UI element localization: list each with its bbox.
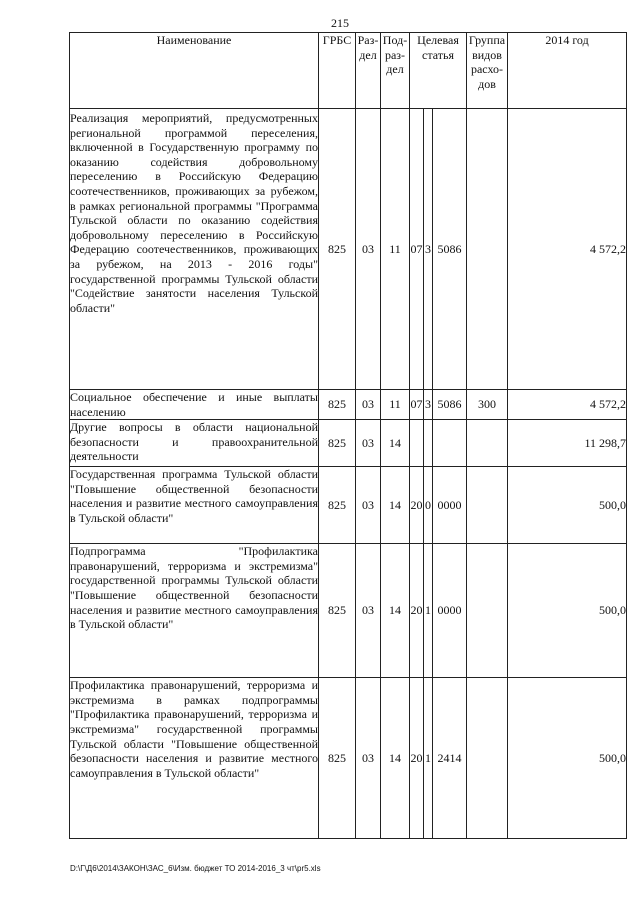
row-cs-program: 20 — [410, 544, 424, 678]
row-razdel: 03 — [356, 390, 381, 420]
row-razdel: 03 — [356, 678, 381, 839]
row-podrazdel: 14 — [381, 678, 410, 839]
row-name: Подпрограмма "Профилактика правонарушений, терроризма и экстремизма" государственной программы Тульской области "Повышение общественной безопасности населения и развитие местного самоуправления в Тульской области" — [70, 544, 319, 678]
row-cs-code: 5086 — [433, 390, 467, 420]
row-cs-program: 20 — [410, 678, 424, 839]
row-podrazdel: 11 — [381, 390, 410, 420]
row-cs-subprogram: 3 — [424, 109, 433, 390]
row-cs-code: 0000 — [433, 467, 467, 544]
row-podrazdel: 14 — [381, 420, 410, 467]
header-tselevaya: Целевая статья — [410, 33, 467, 109]
header-row — [70, 33, 627, 109]
row-amount: 500,0 — [508, 678, 627, 839]
header-razdel: Раз-дел — [356, 33, 381, 109]
row-amount: 500,0 — [508, 467, 627, 544]
row-grbs: 825 — [319, 467, 356, 544]
row-grbs: 825 — [319, 390, 356, 420]
row-grbs: 825 — [319, 109, 356, 390]
table-row — [70, 420, 627, 467]
footer-file-path: D:\Г\Д6\2014\ЗАКОН\ЗАС_6\Изм. бюджет ТО 2014-2016_3 чт\pr5.xls — [70, 864, 321, 873]
row-cs-code: 2414 — [433, 678, 467, 839]
row-amount: 4 572,2 — [508, 109, 627, 390]
table-row — [70, 390, 627, 420]
row-grbs: 825 — [319, 420, 356, 467]
row-cs-code: 0000 — [433, 544, 467, 678]
row-name: Социальное обеспечение и иные выплаты населению — [70, 390, 318, 419]
row-grbs: 825 — [319, 544, 356, 678]
header-podrazdel: Под-раз-дел — [381, 33, 410, 109]
row-razdel: 03 — [356, 544, 381, 678]
budget-table — [69, 32, 627, 839]
header-grbs: ГРБС — [319, 33, 356, 109]
row-cs-program: 07 — [410, 390, 424, 420]
header-year: 2014 год — [508, 33, 627, 109]
table-row — [70, 678, 627, 839]
row-vr — [467, 467, 508, 544]
header-name: Наименование — [70, 33, 319, 109]
row-vr — [467, 109, 508, 390]
row-name: Государственная программа Тульской области "Повышение общественной безопасности населения и развитие местного самоуправления в Тульской области" — [70, 467, 319, 544]
row-cs-subprogram: 1 — [424, 544, 433, 678]
row-cs-subprogram: 3 — [424, 390, 433, 420]
row-vr — [467, 420, 508, 467]
row-cs-program: 07 — [410, 109, 424, 390]
row-vr — [467, 678, 508, 839]
row-cs-subprogram: 1 — [424, 678, 433, 839]
table-row — [70, 544, 627, 678]
row-cs-code — [433, 420, 467, 467]
row-cs-subprogram — [424, 420, 433, 467]
row-name: Профилактика правонарушений, терроризма и экстремизма в рамках подпрограммы "Профилактика правонарушений, терроризма и экстремизма" государственной программы Тульской области "Повышение общественной безопасности населения и развитие местного самоуправления в Тульской области" — [70, 678, 319, 839]
row-razdel: 03 — [356, 420, 381, 467]
row-name: Другие вопросы в области национальной безопасности и правоохранительной деятельности — [70, 420, 319, 467]
row-cs-program: 20 — [410, 467, 424, 544]
row-vr — [467, 544, 508, 678]
row-cs-program — [410, 420, 424, 467]
row-grbs: 825 — [319, 678, 356, 839]
row-cs-code: 5086 — [433, 109, 467, 390]
row-cs-subprogram: 0 — [424, 467, 433, 544]
row-podrazdel: 14 — [381, 467, 410, 544]
row-amount: 500,0 — [508, 544, 627, 678]
table-row — [70, 109, 627, 390]
row-podrazdel: 11 — [381, 109, 410, 390]
row-amount: 11 298,7 — [508, 420, 627, 467]
row-name: Реализация мероприятий, предусмотренных региональной программой переселения, включенной в Государственную программу по оказанию содействия добровольному переселению в Российскую Федерацию соотечественников, проживающих за рубежом, в рамках региональной программы "Программа Тульской области по оказанию содействия добровольному переселению в Российскую Федерацию соотечественников, проживающих за рубежом, на 2013 - 2016 годы" государственной программы Тульской области "Содействие занятости населения Тульской области" — [70, 109, 319, 390]
row-razdel: 03 — [356, 109, 381, 390]
row-podrazdel: 14 — [381, 544, 410, 678]
row-amount: 4 572,2 — [508, 390, 627, 420]
row-razdel: 03 — [356, 467, 381, 544]
row-vr: 300 — [467, 390, 508, 420]
page-number: 215 — [331, 16, 349, 30]
header-gruppa: Группа видов расхо-дов — [467, 33, 508, 109]
table-row — [70, 467, 627, 544]
